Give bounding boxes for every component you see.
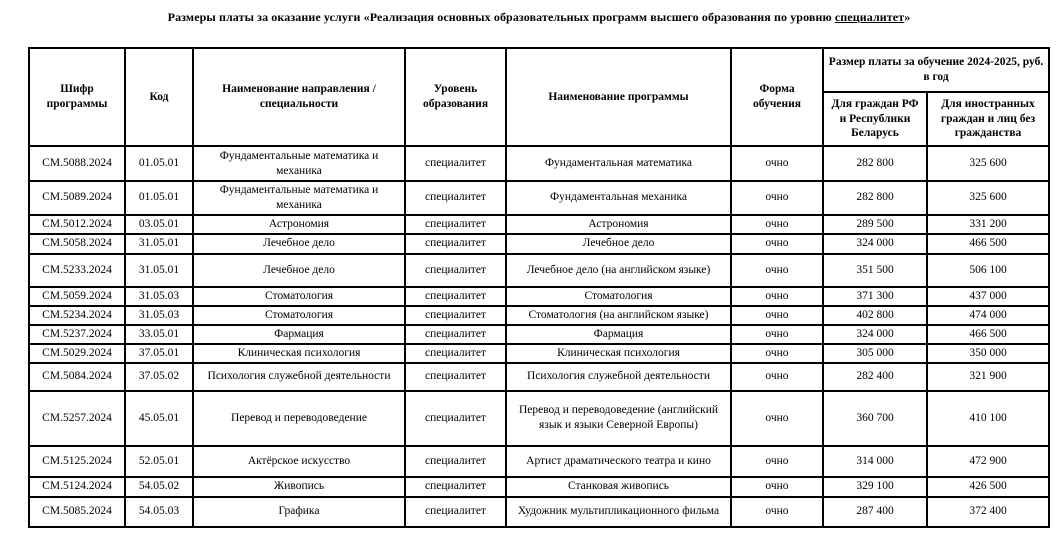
cell-education-level: специалитет — [405, 306, 506, 325]
cell-direction-name: Актёрское искусство — [193, 446, 405, 477]
cell-code: 54.05.03 — [125, 497, 193, 527]
cell-fee-rf: 282 800 — [823, 146, 927, 181]
header-program-code: Шифр программы — [29, 48, 125, 146]
cell-fee-foreign: 325 600 — [927, 181, 1049, 215]
table-row — [29, 344, 1049, 363]
cell-education-level: специалитет — [405, 446, 506, 477]
cell-program-code: СМ.5124.2024 — [29, 477, 125, 497]
cell-program-name: Фундаментальная математика — [506, 146, 731, 181]
cell-study-form: очно — [731, 497, 823, 527]
table-row — [29, 287, 1049, 306]
page-title-underlined-word: специалитет — [834, 10, 905, 24]
cell-direction-name: Графика — [193, 497, 405, 527]
cell-program-code: СМ.5257.2024 — [29, 391, 125, 446]
table-row — [29, 215, 1049, 234]
cell-program-name: Стоматология (на английском языке) — [506, 306, 731, 325]
header-fee-rf: Для граждан РФ и Республики Беларусь — [823, 92, 927, 146]
table-row — [29, 181, 1049, 215]
cell-program-code: СМ.5029.2024 — [29, 344, 125, 363]
cell-study-form: очно — [731, 254, 823, 287]
cell-program-code: СМ.5088.2024 — [29, 146, 125, 181]
cell-fee-foreign: 331 200 — [927, 215, 1049, 234]
cell-education-level: специалитет — [405, 344, 506, 363]
cell-direction-name: Лечебное дело — [193, 234, 405, 254]
cell-direction-name: Живопись — [193, 477, 405, 497]
cell-program-name: Перевод и переводоведение (английский язык и языки Северной Европы) — [506, 391, 731, 446]
cell-fee-foreign: 466 500 — [927, 325, 1049, 344]
cell-program-name: Астрономия — [506, 215, 731, 234]
table-row — [29, 446, 1049, 477]
cell-fee-foreign: 466 500 — [927, 234, 1049, 254]
cell-education-level: специалитет — [405, 215, 506, 234]
cell-education-level: специалитет — [405, 363, 506, 391]
cell-education-level: специалитет — [405, 146, 506, 181]
table-row — [29, 254, 1049, 287]
cell-study-form: очно — [731, 477, 823, 497]
cell-study-form: очно — [731, 146, 823, 181]
cell-study-form: очно — [731, 446, 823, 477]
cell-study-form: очно — [731, 287, 823, 306]
cell-education-level: специалитет — [405, 477, 506, 497]
cell-education-level: специалитет — [405, 497, 506, 527]
header-row-top — [29, 48, 1049, 92]
cell-code: 54.05.02 — [125, 477, 193, 497]
cell-education-level: специалитет — [405, 287, 506, 306]
cell-program-code: СМ.5059.2024 — [29, 287, 125, 306]
header-direction-name: Наименование направления / специальности — [193, 48, 405, 146]
cell-code: 37.05.01 — [125, 344, 193, 363]
table-row — [29, 146, 1049, 181]
header-education-level: Уровень образования — [405, 48, 506, 146]
cell-study-form: очно — [731, 363, 823, 391]
table-row — [29, 234, 1049, 254]
table-row — [29, 325, 1049, 344]
cell-study-form: очно — [731, 344, 823, 363]
cell-fee-rf: 402 800 — [823, 306, 927, 325]
cell-fee-foreign: 506 100 — [927, 254, 1049, 287]
table-row — [29, 477, 1049, 497]
cell-direction-name: Астрономия — [193, 215, 405, 234]
cell-direction-name: Психология служебной деятельности — [193, 363, 405, 391]
cell-program-name: Лечебное дело (на английском языке) — [506, 254, 731, 287]
cell-program-name: Артист драматического театра и кино — [506, 446, 731, 477]
cell-program-code: СМ.5234.2024 — [29, 306, 125, 325]
cell-program-name: Фундаментальная механика — [506, 181, 731, 215]
page-title-text: Размеры платы за оказание услуги «Реализация основных образовательных программ высшего образования по уровню — [167, 10, 835, 24]
cell-education-level: специалитет — [405, 325, 506, 344]
cell-direction-name: Лечебное дело — [193, 254, 405, 287]
cell-fee-foreign: 372 400 — [927, 497, 1049, 527]
cell-program-code: СМ.5233.2024 — [29, 254, 125, 287]
cell-fee-foreign: 325 600 — [927, 146, 1049, 181]
cell-code: 01.05.01 — [125, 181, 193, 215]
cell-fee-foreign: 437 000 — [927, 287, 1049, 306]
cell-direction-name: Стоматология — [193, 287, 405, 306]
table-row — [29, 391, 1049, 446]
cell-program-code: СМ.5085.2024 — [29, 497, 125, 527]
cell-direction-name: Клиническая психология — [193, 344, 405, 363]
cell-fee-rf: 314 000 — [823, 446, 927, 477]
cell-study-form: очно — [731, 391, 823, 446]
cell-fee-rf: 282 800 — [823, 181, 927, 215]
cell-code: 03.05.01 — [125, 215, 193, 234]
cell-direction-name: Фундаментальные математика и механика — [193, 181, 405, 215]
cell-direction-name: Перевод и переводоведение — [193, 391, 405, 446]
cell-program-code: СМ.5237.2024 — [29, 325, 125, 344]
cell-education-level: специалитет — [405, 234, 506, 254]
cell-fee-rf: 351 500 — [823, 254, 927, 287]
header-fee-group: Размер платы за обучение 2024-2025, руб. в год — [823, 48, 1049, 92]
cell-code: 33.05.01 — [125, 325, 193, 344]
cell-education-level: специалитет — [405, 391, 506, 446]
cell-fee-rf: 282 400 — [823, 363, 927, 391]
cell-code: 31.05.01 — [125, 234, 193, 254]
header-code: Код — [125, 48, 193, 146]
cell-code: 52.05.01 — [125, 446, 193, 477]
cell-direction-name: Фармация — [193, 325, 405, 344]
cell-code: 31.05.03 — [125, 287, 193, 306]
cell-program-code: СМ.5058.2024 — [29, 234, 125, 254]
cell-study-form: очно — [731, 306, 823, 325]
table-header — [29, 48, 1049, 146]
table-row — [29, 363, 1049, 391]
table-row — [29, 306, 1049, 325]
cell-code: 31.05.01 — [125, 254, 193, 287]
cell-fee-foreign: 472 900 — [927, 446, 1049, 477]
cell-program-code: СМ.5125.2024 — [29, 446, 125, 477]
cell-program-name: Психология служебной деятельности — [506, 363, 731, 391]
page-title-suffix: » — [904, 10, 911, 24]
cell-program-name: Клиническая психология — [506, 344, 731, 363]
page-title — [30, 10, 1048, 24]
cell-fee-foreign: 321 900 — [927, 363, 1049, 391]
cell-fee-foreign: 350 000 — [927, 344, 1049, 363]
cell-program-name: Лечебное дело — [506, 234, 731, 254]
cell-fee-rf: 324 000 — [823, 234, 927, 254]
cell-code: 01.05.01 — [125, 146, 193, 181]
cell-direction-name: Стоматология — [193, 306, 405, 325]
cell-program-name: Стоматология — [506, 287, 731, 306]
cell-fee-rf: 305 000 — [823, 344, 927, 363]
cell-program-code: СМ.5012.2024 — [29, 215, 125, 234]
cell-program-name: Художник мультипликационного фильма — [506, 497, 731, 527]
cell-fee-rf: 287 400 — [823, 497, 927, 527]
fees-table — [28, 47, 1050, 528]
cell-direction-name: Фундаментальные математика и механика — [193, 146, 405, 181]
table-body — [29, 146, 1049, 527]
cell-fee-rf: 371 300 — [823, 287, 927, 306]
cell-fee-foreign: 426 500 — [927, 477, 1049, 497]
cell-code: 45.05.01 — [125, 391, 193, 446]
cell-fee-rf: 324 000 — [823, 325, 927, 344]
cell-code: 37.05.02 — [125, 363, 193, 391]
header-study-form: Форма обучения — [731, 48, 823, 146]
cell-education-level: специалитет — [405, 254, 506, 287]
cell-study-form: очно — [731, 215, 823, 234]
cell-fee-rf: 329 100 — [823, 477, 927, 497]
cell-program-code: СМ.5084.2024 — [29, 363, 125, 391]
cell-study-form: очно — [731, 181, 823, 215]
cell-study-form: очно — [731, 325, 823, 344]
cell-education-level: специалитет — [405, 181, 506, 215]
cell-fee-rf: 360 700 — [823, 391, 927, 446]
header-fee-foreign: Для иностранных граждан и лиц без гражданства — [927, 92, 1049, 146]
cell-program-name: Станковая живопись — [506, 477, 731, 497]
cell-fee-foreign: 474 000 — [927, 306, 1049, 325]
cell-fee-foreign: 410 100 — [927, 391, 1049, 446]
cell-code: 31.05.03 — [125, 306, 193, 325]
table-row — [29, 497, 1049, 527]
cell-program-name: Фармация — [506, 325, 731, 344]
cell-fee-rf: 289 500 — [823, 215, 927, 234]
header-program-name: Наименование программы — [506, 48, 731, 146]
cell-program-code: СМ.5089.2024 — [29, 181, 125, 215]
cell-study-form: очно — [731, 234, 823, 254]
